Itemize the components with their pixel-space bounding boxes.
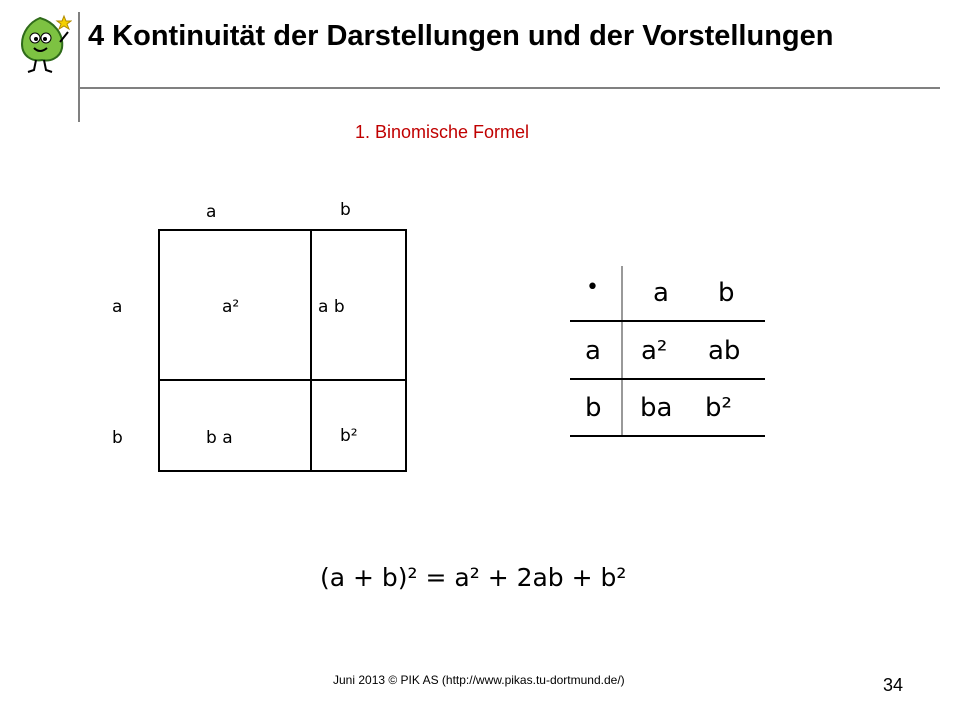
table-row-line-1 [570, 320, 765, 322]
table-row-header-b: b [585, 393, 602, 423]
section-subtitle: 1. Binomische Formel [355, 122, 530, 142]
area-cell-ba: b a [206, 428, 233, 448]
area-cell-ab: a b [318, 297, 345, 317]
area-side-label-b: b [112, 428, 123, 448]
table-cell-a-squared: a² [641, 336, 668, 366]
area-divider-vertical [310, 229, 312, 472]
mascot-leaf-icon [10, 12, 72, 74]
table-col-header-b: b [718, 278, 735, 308]
area-cell-b-squared: b² [340, 426, 358, 446]
table-corner-dot: • [586, 275, 599, 300]
table-row-header-a: a [585, 336, 601, 366]
header-vertical-rule [78, 12, 80, 122]
area-top-label-a: a [206, 202, 217, 222]
table-row-line-2 [570, 378, 765, 380]
table-row-line-3 [570, 435, 765, 437]
table-col-header-a: a [653, 278, 669, 308]
area-top-label-b: b [340, 200, 351, 220]
table-cell-b-squared: b² [705, 393, 732, 423]
table-cell-ba: ba [640, 393, 673, 423]
area-divider-horizontal [158, 379, 407, 381]
page-title: 4 Kontinuität der Darstellungen und der Vorstellungen [88, 20, 834, 52]
area-model-square [158, 229, 407, 472]
area-cell-a-squared: a² [222, 297, 240, 317]
page-number: 34 [883, 675, 904, 695]
area-side-label-a: a [112, 297, 123, 317]
header-horizontal-rule [78, 87, 940, 89]
table-cell-ab: ab [708, 336, 741, 366]
binomial-formula: (a + b)² = a² + 2ab + b² [320, 563, 627, 592]
footer-credit: Juni 2013 © PIK AS (http://www.pikas.tu-dortmund.de/) [333, 673, 625, 687]
table-vertical-line [621, 266, 623, 436]
